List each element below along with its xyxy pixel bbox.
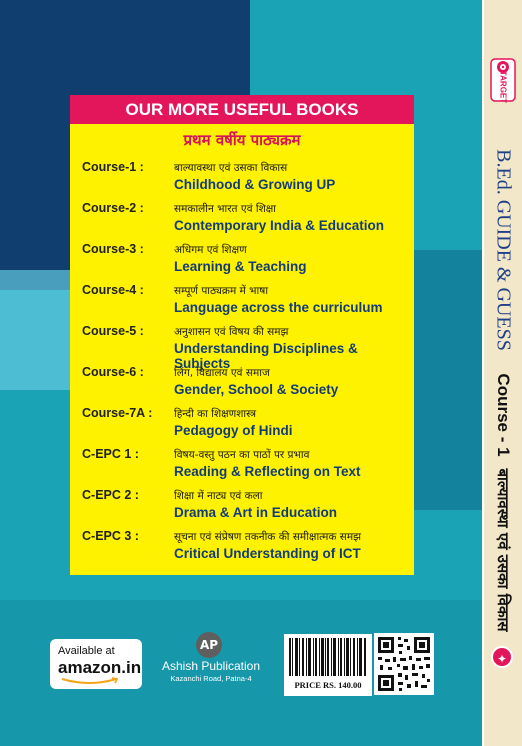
course-hindi-title: हिन्दी का शिक्षणशास्त्र [174,408,257,420]
price-label: PRICE RS. 140.00 [294,680,362,690]
course-code: Course-7A : [82,406,153,420]
course-english-title: Drama & Art in Education [174,505,338,520]
course-hindi-title: विषय-वस्तु पठन का पाठों पर प्रभाव [174,449,310,461]
course-english-title: Reading & Reflecting on Text [174,464,361,479]
barcode [284,634,372,696]
course-hindi-title: सूचना एवं संप्रेषण तकनीक की समीक्षात्मक समझ [174,531,362,543]
publisher-name: Ashish Publication [161,659,261,673]
course-english-title: Learning & Teaching [174,259,307,274]
course-hindi-title: समकालीन भारत एवं शिक्षा [174,203,276,215]
course-english-title: Childhood & Growing UP [174,177,336,192]
useful-books-panel [70,95,414,575]
course-english-title: Understanding Disciplines & Subjects [174,341,358,371]
publisher-mark-icon: ✦ [491,646,513,668]
barcode-icon [289,638,367,676]
publisher-logo-icon: AP [191,627,228,664]
course-hindi-title: अधिगम एवं शिक्षण [174,244,247,256]
course-english-title: Gender, School & Society [174,382,339,397]
panel-subtitle: प्रथम वर्षीय पाठ्यक्रम [183,131,301,149]
course-hindi-title: लिंग, विद्यालय एवं समाज [174,367,270,379]
course-english-title: Contemporary India & Education [174,218,385,233]
course-hindi-title: अनुशासन एवं विषय की समझ [174,326,289,338]
course-code: Course-5 : [82,324,144,338]
course-english-title: Language across the curriculum [174,300,383,315]
amazon-badge[interactable] [50,639,142,689]
qr-code-icon [374,633,434,695]
amazon-logo-text: amazon.in [58,658,142,677]
amazon-smile-icon [60,677,120,685]
course-code: Course-2 : [82,201,144,215]
course-code: C-EPC 3 : [82,529,139,543]
course-list [70,160,414,570]
spine-course [486,370,520,460]
course-code: Course-4 : [82,283,144,297]
course-english-title: Critical Understanding of ICT [174,546,361,561]
amazon-available-text: Available at [58,645,115,657]
course-code: Course-6 : [82,365,144,379]
qr-code[interactable] [374,633,434,695]
course-hindi-title: सम्पूर्ण पाठ्यक्रम में भाषा [174,285,269,297]
target-logo [490,58,516,102]
publisher-address: Kazanchi Road, Patna-4 [170,674,252,683]
course-hindi-title: बाल्यावस्था एवं उसका विकास [174,162,288,174]
spine-title [486,140,520,360]
course-english-title: Pedagogy of Hindi [174,423,293,438]
course-hindi-title: शिक्षा में नाट्य एवं कला [174,490,263,502]
spine-course-text: Course - 1 [494,373,513,457]
spine-hindi-title [486,460,520,640]
logo-text: TARGET [498,70,508,104]
course-code: C-EPC 1 : [82,447,139,461]
course-code: Course-3 : [82,242,144,256]
course-code: C-EPC 2 : [82,488,139,502]
panel-header: OUR MORE USEFUL BOOKS [70,95,414,124]
course-code: Course-1 : [82,160,144,174]
spine-title-text: B.Ed. GUIDE & GUESS [492,149,515,351]
spine-hindi-text: बाल्यावस्था एवं उसका विकास [494,468,512,632]
